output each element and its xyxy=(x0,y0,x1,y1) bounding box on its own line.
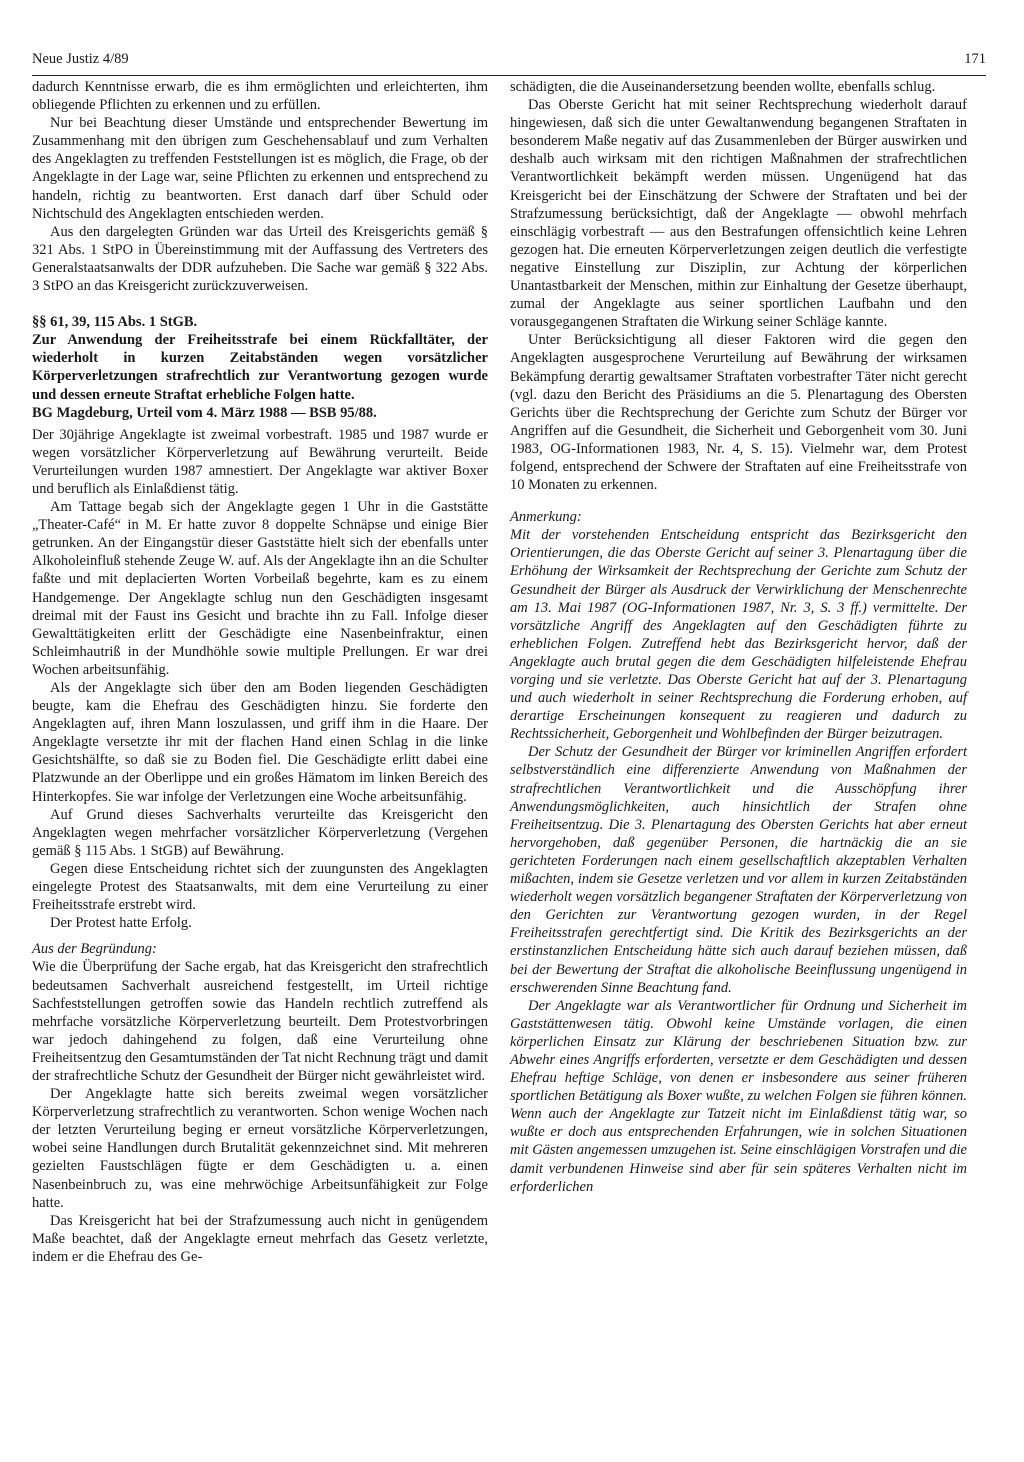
journal-issue: Neue Justiz 4/89 xyxy=(32,51,129,67)
running-header xyxy=(32,47,986,76)
note-paragraph: Der Schutz der Gesundheit der Bürger vor kriminellen Angriffen erfordert selbstverständlich eine differenzierte Anwendung von Maßnahmen der strafrechtlichen Verantwortlichkeit und die Ausschöpfung ihrer Anwendungsmöglichkeiten, auch hinsichtlich der Strafen ohne Freiheitsentzug. Die 3. Plenartagung des Obersten Gerichts hat aber erneut hervorgehoben, daß gegenüber Personen, die hartnäckig die an sie gerichteten Forderungen nach einem gesellschaftlich akzeptablen Verhalten mißachten, indem sie Gesetze verletzen und vor allem in kurzen Zeitabständen wiederholt wegen vorsätzlich begangener Straftaten der Körperverletzung von den Gerichten zur Verantwortung gezogen wurden, in der Regel Freiheitsstrafen gerechtfertigt sind. Die Kritik des Bezirksgerichts an der erstinstanzlichen Entscheidung hätte sich auch darauf beziehen müssen, daß bei der Bewertung der Straftat die alkoholische Beeinflussung ungenügend in erschwerenden Sinne Beachtung fand. xyxy=(510,744,967,996)
paragraph: schädigten, die die Auseinandersetzung beenden wollte, ebenfalls schlug. xyxy=(510,79,936,95)
paragraph: Der Angeklagte hatte sich bereits zweimal wegen vorsätzlicher Körperverletzung strafrechtlich zu verantworten. Schon wenige Wochen nach der letzten Verurteilung beging er erneut vorsätzliche Körperverletzungen, wobei seine Handlungen durch Brutalität gekennzeichnet sind. Mit mehreren gezielten Faustschlägen fügte er dem Geschädigten u. a. einen Nasenbeinbruch zu, was eine mehrwöchige Arbeitsunfähigkeit zur Folge hatte. xyxy=(32,1086,488,1211)
note-heading: Anmerkung: xyxy=(510,509,582,526)
page-number: 171 xyxy=(964,51,986,67)
right-column xyxy=(510,78,967,1196)
note-paragraph: Der Angeklagte war als Verantwortlicher für Ordnung und Sicherheit im Gaststättenwesen tätig. Obwohl keine Umstände vorlagen, die einen körperlichen Einsatz zur Klärung der beschriebenen Situation bzw. zur Abwehr eines Angriffs erforderten, versetzte er dem Geschädigten und dessen Ehefrau heftige Schläge, von denen er insbesondere aus seiner früheren sportlichen Betätigung als Boxer wußte, zu welchen Folgen sie führen können. Wenn auch der Angeklagte zur Tatzeit nicht im Einlaßdienst tätig war, so wußte er doch aus entsprechenden Erfahrungen, wie in solchen Situationen mit Gästen angemessen umzugehen ist. Seine einschlägigen Vorstrafen und die damit verbundenen Hinweise sind aber für sein späteres Verhalten nicht im erforderlichen xyxy=(510,997,967,1195)
paragraph: Als der Angeklagte sich über den am Boden liegenden Geschädigten beugte, kam die Ehefrau des Geschädigten hinzu. Sie forderte den Angeklagten auf, ihren Mann loszulassen, und griff ihm in die Haare. Der Angeklagte versetzte ihr mit der flachen Hand einen Schlag in die linke Gesichtshälfte, so daß sie zu Boden fiel. Die Geschädigte erlitt dabei eine Platzwunde an der Oberlippe und ein großes Hämatom im linken Bereich des Hinterkopfes. Sie war infolge der Verletzungen eine Woche arbeitsunfähig. xyxy=(32,680,488,805)
court-citation: BG Magdeburg, Urteil vom 4. März 1988 — BSB 95/88. xyxy=(32,404,377,421)
paragraph: Wie die Überprüfung der Sache ergab, hat das Kreisgericht den strafrechtlich bedeutsamen Sachverhalt ausreichend festgestellt, im Urteil richtige Sachfeststellungen getroffen sowie das Handeln rechtlich zutreffend als mehrfache vorsätzliche Körperverletzung beurteilt. Dem Protestvorbringen war jedoch dahingehend zu folgen, daß eine Verurteilung ohne Freiheitsentzug den Gesamtumständen der Tat nicht Rechnung trägt und damit der strafrechtliche Schutz der Gesundheit der Bürger nicht gewährleistet wird. xyxy=(32,959,488,1084)
paragraph: Nur bei Beachtung dieser Umstände und entsprechender Bewertung im Zusammenhang mit den übrigen zum Geschehensablauf und zum Verhalten des Angeklagten zu treffenden Feststellungen ist es möglich, die Frage, ob der Angeklagte in der Lage war, seine Pflichten zu erkennen und entsprechend zu handeln, richtig zu beantworten. Erst danach darf über Schuld oder Nichtschuld des Angeklagten entschieden werden. xyxy=(32,115,488,222)
leitsatz: Zur Anwendung der Freiheitsstrafe bei einem Rückfalltäter, der wiederholt in kurzen Zeitabständen wegen vorsätzlicher Körperverletzungen strafrechtlich zur Verantwortung gezogen wurde und dessen erneute Straftat erhebliche Folgen hatte. xyxy=(32,332,488,403)
statute-heading: §§ 61, 39, 115 Abs. 1 StGB. xyxy=(32,314,198,331)
paragraph: Am Tattage begab sich der Angeklagte gegen 1 Uhr in die Gaststätte „Theater-Café“ in M. Er hatte zuvor 8 doppelte Schnäpse und einige Bier getrunken. An der Eingangstür dieser Gaststätte hielt sich der ebenfalls unter Alkoholeinfluß stehende Zeuge W. auf. Als der Angeklagte ihn an die Schulter faßte und mit deplacierten Worten Vorbeilaß begehrte, kam es zu einem Handgemenge. Der Angeklagte schlug nun den Geschädigten insgesamt dreimal mit der Faust ins Gesicht und brachte ihn zu Fall. Infolge dieser Gewalttätigkeiten erlitt der Geschädigte eine Nasenbeinfraktur, einen Schleimhautriß in der Mundhöhle sowie multiple Prellungen. Er war drei Wochen arbeitsunfähig. xyxy=(32,499,488,678)
paragraph: Das Oberste Gericht hat mit seiner Rechtsprechung wiederholt darauf hingewiesen, daß sich die unter Gewaltanwendung begangenen Straftaten in besonderem Maße negativ auf das Zusammenleben der Bürger auswirken und deshalb auch wirksam mit den richtigen Maßnahmen der strafrechtlichen Verantwortlichkeit bekämpft werden müssen. Ungenügend hat das Kreisgericht bei der Einschätzung der Schwere der Straftaten und bei der Strafzumessung berücksichtigt, daß der Angeklagte — obwohl mehrfach einschlägig vorbestraft — aus den Bestrafungen offensichtlich keine Lehren gezogen hat. Die erneuten Körperverletzungen zeigen deutlich die verfestigte negative Einstellung zur Disziplin, zur Achtung der körperlichen Unantastbarkeit der Menschen, mithin zur Einhaltung der Gesetze überhaupt, zumal der Angeklagte aus seiner sportlichen Laufbahn und den vorausgegangenen Straftaten die Wirkung seiner Schläge kannte. xyxy=(510,97,967,331)
paragraph: Der Protest hatte Erfolg. xyxy=(50,915,192,932)
paragraph: Unter Berücksichtigung all dieser Faktoren wird die gegen den Angeklagten ausgesprochene Verurteilung auf Bewährung der wirksamen Bekämpfung derartig gewaltsamer Straftaten vorbestrafter Täter nicht gerecht (vgl. dazu den Bericht des Präsidiums an die 5. Plenartagung des Obersten Gerichts über die Rechtsprechung der Gerichte zum Schutz der Bürger vor Angriffen auf die Gesundheit, die Sicherheit und Geborgenheit vom 30. Juni 1983, OG-Informationen 1983, Nr. 4, S. 15). Vielmehr war, dem Protest folgend, entsprechend der Schwere der Straftaten auf eine Freiheitsstrafe von 10 Monaten zu erkennen. xyxy=(510,332,967,494)
subheading: Aus der Begründung: xyxy=(32,941,157,958)
note-paragraph: Mit der vorstehenden Entscheidung entspricht das Bezirksgericht den Orientierungen, die das Oberste Gericht auf seiner 3. Plenartagung über die Erhöhung der Wirksamkeit der Rechtsprechung der Gerichte zum Schutz der Gesundheit der Bürger als Ausdruck der Verwirklichung der Menschenrechte am 13. Mai 1987 (OG-Informationen 1987, Nr. 3, S. 3 ff.) vermittelte. Der vorsätzliche Angriff des Angeklagten auf den Geschädigten führte zu erheblichen Folgen. Zutreffend hebt das Bezirksgericht hervor, daß der Angeklagte auch brutal gegen die dem Geschädigten hilfeleistende Ehefrau vorging und sie verletzte. Das Oberste Gericht hat auf der 3. Plenartagung und auch wiederholt in seiner Rechtsprechung die Forderung erhoben, auf derartige Erscheinungen konsequent zu reagieren und dadurch zu Rechtssicherheit, Geborgenheit und Wohlbefinden der Bürger beizutragen. xyxy=(510,527,967,743)
paragraph: Der 30jährige Angeklagte ist zweimal vorbestraft. 1985 und 1987 wurde er wegen vorsätzlicher Körperverletzung auf Bewährung verurteilt. Beide Verurteilungen wurden 1987 amnestiert. Der Angeklagte war aktiver Boxer und beruflich als Einlaßdienst tätig. xyxy=(32,426,488,497)
paragraph: Auf Grund dieses Sachverhalts verurteilte das Kreisgericht den Angeklagten wegen mehrfacher vorsätzlicher Körperverletzung (Vergehen gemäß § 115 Abs. 1 StGB) auf Bewährung. xyxy=(32,806,488,859)
left-column xyxy=(32,78,488,1266)
paragraph: Das Kreisgericht hat bei der Strafzumessung auch nicht in genügendem Maße beachtet, daß der Angeklagte erneut mehrfach das Gesetz verletzte, indem er die Ehefrau des Ge- xyxy=(32,1212,488,1265)
paragraph: Aus den dargelegten Gründen war das Urteil des Kreisgerichts gemäß § 321 Abs. 1 StPO in Übereinstimmung mit der Auffassung des Vertreters des Generalstaatsanwalts der DDR aufzuheben. Die Sache war gemäß § 322 Abs. 3 StPO an das Kreisgericht zurückzuverweisen. xyxy=(32,223,488,295)
paragraph: dadurch Kenntnisse erwarb, die es ihm ermöglichten und erleichterten, ihm obliegende Pflichten zu erkennen und zu erfüllen. xyxy=(32,79,488,114)
paragraph: Gegen diese Entscheidung richtet sich der zuungunsten des Angeklagten eingelegte Protest des Staatsanwalts, mit dem eine Verurteilung zu einer Freiheitsstrafe erstrebt wird. xyxy=(32,860,488,914)
